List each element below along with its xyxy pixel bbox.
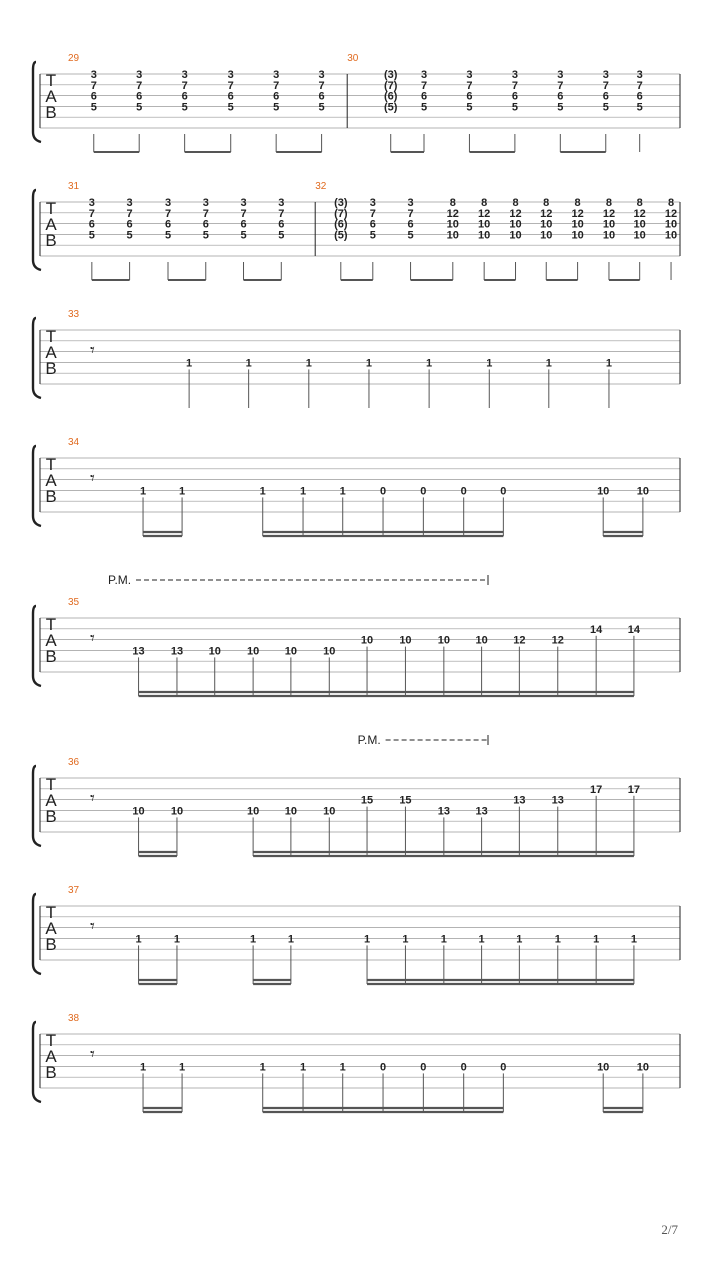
fret-number: 6 — [407, 218, 414, 231]
fret-number: 0 — [460, 1061, 467, 1074]
fret-number: 1 — [186, 357, 193, 370]
fret-number: 3 — [278, 197, 285, 209]
fret-number: 1 — [299, 485, 307, 498]
fret-number: 1 — [339, 485, 346, 498]
measure-number: 33 — [68, 309, 80, 320]
tab-system — [33, 885, 680, 984]
fret-number: 8 — [636, 197, 643, 209]
fret-number: 3 — [88, 197, 95, 209]
fret-number: 7 — [181, 79, 188, 92]
fret-number: 12 — [509, 207, 522, 220]
measure-number: 34 — [68, 437, 80, 448]
fret-number: 1 — [299, 1061, 307, 1074]
fret-number: 5 — [164, 229, 172, 242]
fret-number: 6 — [511, 90, 518, 103]
fret-number: 5 — [126, 229, 133, 242]
fret-number: 10 — [636, 485, 650, 498]
fret-number: 3 — [240, 197, 247, 209]
fret-number: 14 — [627, 623, 641, 636]
fret-number: 10 — [636, 1061, 650, 1074]
fret-number: 7 — [511, 79, 518, 92]
fret-number: 6 — [126, 218, 133, 231]
fret-number: 7 — [202, 207, 209, 220]
fret-number: 12 — [513, 634, 526, 647]
fret-number: 5 — [88, 229, 95, 242]
fret-number: 0 — [500, 485, 507, 498]
fret-number: 6 — [240, 218, 247, 231]
fret-number: 10 — [540, 218, 553, 231]
tab-clef-letter: A — [45, 215, 57, 234]
fret-number: 3 — [369, 197, 376, 209]
fret-number: 7 — [88, 207, 95, 220]
fret-number: 7 — [136, 79, 143, 92]
palm-mute-label: P.M. — [357, 733, 381, 747]
fret-number: 1 — [139, 1061, 147, 1074]
fret-number: 7 — [602, 79, 609, 92]
fret-number: 10 — [475, 634, 488, 647]
fret-number: 6 — [369, 218, 376, 231]
fret-number: 8 — [543, 197, 550, 209]
fret-number: 3 — [318, 69, 325, 81]
fret-number: 6 — [227, 90, 234, 103]
fret-number: 7 — [369, 207, 376, 220]
fret-number: 10 — [399, 634, 412, 647]
fret-number: 1 — [554, 933, 561, 946]
fret-number: 7 — [126, 207, 133, 220]
fret-number: 1 — [426, 357, 433, 370]
measure-number: 31 — [68, 181, 80, 192]
fret-number: 1 — [363, 933, 371, 946]
tab-clef-letter: B — [45, 1063, 57, 1082]
fret-number: 3 — [227, 69, 234, 81]
fret-number: 1 — [365, 357, 373, 370]
fret-number: 7 — [227, 79, 234, 92]
rest-symbol: 𝄾 — [90, 628, 95, 648]
fret-number: 6 — [318, 90, 325, 103]
fret-number: 6 — [466, 90, 473, 103]
fret-number: 10 — [170, 805, 184, 818]
fret-number: 10 — [509, 229, 522, 242]
fret-number: 10 — [633, 229, 646, 242]
fret-number: 12 — [540, 207, 553, 220]
tab-clef-letter: B — [45, 807, 57, 826]
fret-number: 10 — [597, 485, 610, 498]
fret-number: 1 — [250, 933, 257, 946]
fret-number: 3 — [466, 69, 473, 81]
fret-number: (6) — [334, 218, 348, 231]
fret-number: (5) — [334, 229, 348, 242]
fret-number: 1 — [173, 933, 181, 946]
rest-symbol: 𝄾 — [90, 1044, 95, 1064]
fret-number: 13 — [513, 794, 526, 807]
fret-number: 1 — [339, 1061, 346, 1074]
measure-number: 37 — [68, 885, 80, 896]
fret-number: 1 — [630, 933, 637, 946]
fret-number: 1 — [486, 357, 493, 370]
fret-number: 12 — [633, 207, 646, 220]
fret-number: 6 — [90, 90, 97, 103]
tab-system — [33, 733, 680, 856]
tab-clef-letter: T — [45, 199, 57, 218]
fret-number: 10 — [323, 645, 336, 658]
fret-number: 5 — [90, 101, 97, 114]
fret-number: 1 — [245, 357, 252, 370]
fret-number: 1 — [259, 485, 266, 498]
fret-number: 10 — [478, 229, 491, 242]
rest-symbol: 𝄾 — [90, 468, 95, 488]
fret-number: 0 — [379, 1061, 387, 1074]
tab-clef-letter: A — [45, 919, 57, 938]
fret-number: 1 — [440, 933, 447, 946]
measure-number: 32 — [315, 181, 327, 192]
fret-number: 5 — [273, 101, 280, 114]
fret-number: 6 — [202, 218, 209, 231]
measure-number: 35 — [68, 597, 80, 608]
tab-clef-letter: A — [45, 1047, 57, 1066]
fret-number: (5) — [383, 101, 398, 114]
fret-number: 3 — [407, 197, 414, 209]
palm-mute-label: P.M. — [108, 573, 132, 587]
fret-number: 7 — [164, 207, 172, 220]
fret-number: 10 — [478, 218, 491, 231]
fret-number: 6 — [420, 90, 428, 103]
fret-number: 13 — [132, 645, 145, 658]
fret-number: (6) — [383, 90, 398, 103]
fret-number: 1 — [593, 933, 600, 946]
fret-number: 5 — [557, 101, 564, 114]
fret-number: 10 — [132, 805, 145, 818]
fret-number: 1 — [179, 485, 186, 498]
fret-number: 5 — [278, 229, 285, 242]
tab-clef-letter: B — [45, 935, 57, 954]
fret-number: 0 — [500, 1061, 507, 1074]
fret-number: 5 — [181, 101, 188, 114]
fret-number: 1 — [179, 1061, 186, 1074]
fret-number: 1 — [139, 485, 147, 498]
fret-number: 5 — [511, 101, 518, 114]
fret-number: 12 — [602, 207, 616, 220]
fret-number: 10 — [446, 218, 459, 231]
fret-number: (7) — [383, 79, 398, 92]
tab-system — [33, 181, 680, 280]
fret-number: (3) — [334, 197, 348, 209]
fret-number: 5 — [420, 101, 428, 114]
fret-number: 10 — [246, 645, 260, 658]
fret-number: 7 — [318, 79, 325, 92]
fret-number: 3 — [273, 69, 280, 81]
fret-number: 3 — [557, 69, 564, 81]
fret-number: 7 — [90, 79, 97, 92]
fret-number: 7 — [636, 79, 643, 92]
fret-number: 10 — [571, 218, 584, 231]
tab-clef-letter: T — [45, 71, 57, 90]
fret-number: 5 — [407, 229, 414, 242]
fret-number: 13 — [170, 645, 184, 658]
fret-number: 10 — [540, 229, 553, 242]
tab-clef-letter: A — [45, 471, 57, 490]
fret-number: 6 — [636, 90, 643, 103]
fret-number: 10 — [664, 229, 678, 242]
fret-number: 3 — [126, 197, 133, 209]
fret-number: 3 — [602, 69, 609, 81]
fret-number: 0 — [420, 1061, 427, 1074]
measure-number: 36 — [68, 757, 80, 768]
fret-number: (3) — [383, 69, 398, 81]
fret-number: 14 — [590, 623, 603, 636]
fret-number: 7 — [273, 79, 280, 92]
tab-clef-letter: A — [45, 631, 57, 650]
tab-system — [33, 53, 680, 152]
fret-number: 0 — [379, 485, 387, 498]
measure-number: 30 — [347, 53, 359, 64]
fret-number: 12 — [551, 634, 564, 647]
fret-number: 10 — [323, 805, 336, 818]
fret-number: 6 — [88, 218, 95, 231]
fret-number: 13 — [551, 794, 564, 807]
fret-number: 5 — [227, 101, 234, 114]
fret-number: 5 — [636, 101, 643, 114]
page-number: 2/7 — [661, 1222, 678, 1237]
fret-number: 1 — [287, 933, 294, 946]
tab-system — [33, 437, 680, 536]
fret-number: 5 — [136, 101, 143, 114]
fret-number: 7 — [557, 79, 564, 92]
tab-clef-letter: T — [45, 903, 57, 922]
tab-system — [33, 573, 680, 696]
fret-number: 8 — [449, 197, 456, 209]
tab-clef-letter: B — [45, 487, 57, 506]
fret-number: 10 — [597, 1061, 610, 1074]
tab-clef-letter: B — [45, 647, 57, 666]
fret-number: 1 — [605, 357, 613, 370]
fret-number: 3 — [164, 197, 172, 209]
fret-number: 3 — [181, 69, 188, 81]
fret-number: 3 — [90, 69, 97, 81]
fret-number: 12 — [571, 207, 584, 220]
rest-symbol: 𝄾 — [90, 340, 95, 360]
fret-number: 7 — [407, 207, 414, 220]
fret-number: 10 — [602, 218, 616, 231]
fret-number: 6 — [164, 218, 172, 231]
fret-number: 8 — [667, 197, 675, 209]
fret-number: 1 — [478, 933, 485, 946]
fret-number: 1 — [402, 933, 409, 946]
tab-clef-letter: B — [45, 103, 57, 122]
fret-number: 12 — [446, 207, 459, 220]
fret-number: 7 — [240, 207, 247, 220]
fret-number: 10 — [246, 805, 260, 818]
fret-number: 5 — [318, 101, 325, 114]
fret-number: 3 — [202, 197, 209, 209]
fret-number: 5 — [240, 229, 247, 242]
measure-number: 38 — [68, 1013, 80, 1024]
fret-number: 12 — [478, 207, 491, 220]
fret-number: 7 — [466, 79, 473, 92]
fret-number: 1 — [545, 357, 552, 370]
tab-clef-letter: T — [45, 455, 57, 474]
fret-number: 0 — [460, 485, 467, 498]
fret-number: 10 — [571, 229, 584, 242]
fret-number: 10 — [664, 218, 678, 231]
fret-number: 5 — [466, 101, 473, 114]
tab-clef-letter: A — [45, 791, 57, 810]
fret-number: 8 — [605, 197, 613, 209]
tab-system — [33, 1013, 680, 1112]
fret-number: 3 — [420, 69, 428, 81]
fret-number: 15 — [399, 794, 412, 807]
fret-number: 5 — [202, 229, 209, 242]
fret-number: 10 — [208, 645, 221, 658]
fret-number: 15 — [360, 794, 374, 807]
fret-number: 10 — [284, 805, 298, 818]
tab-clef-letter: A — [45, 343, 57, 362]
tab-clef-letter: B — [45, 231, 57, 250]
tab-system — [33, 309, 680, 408]
fret-number: 6 — [136, 90, 143, 103]
rest-symbol: 𝄾 — [90, 916, 95, 936]
tab-clef-letter: T — [45, 1031, 57, 1050]
fret-number: 1 — [259, 1061, 266, 1074]
fret-number: 10 — [633, 218, 646, 231]
fret-number: 3 — [136, 69, 143, 81]
fret-number: 6 — [602, 90, 609, 103]
tab-clef-letter: T — [45, 327, 57, 346]
tab-clef-letter: B — [45, 359, 57, 378]
fret-number: 8 — [512, 197, 519, 209]
fret-number: 10 — [602, 229, 616, 242]
fret-number: 10 — [446, 229, 459, 242]
fret-number: 6 — [273, 90, 280, 103]
fret-number: 10 — [284, 645, 298, 658]
fret-number: 7 — [420, 79, 428, 92]
fret-number: 13 — [437, 805, 450, 818]
tab-clef-letter: T — [45, 615, 57, 634]
fret-number: 5 — [369, 229, 376, 242]
tab-clef-letter: T — [45, 775, 57, 794]
fret-number: 3 — [511, 69, 518, 81]
measure-number: 29 — [68, 53, 80, 64]
fret-number: (7) — [334, 207, 348, 220]
fret-number: 17 — [590, 783, 603, 796]
fret-number: 0 — [420, 485, 427, 498]
fret-number: 8 — [574, 197, 581, 209]
fret-number: 6 — [278, 218, 285, 231]
fret-number: 12 — [664, 207, 678, 220]
fret-number: 10 — [360, 634, 374, 647]
fret-number: 1 — [516, 933, 523, 946]
tab-clef-letter: A — [45, 87, 57, 106]
fret-number: 6 — [181, 90, 188, 103]
fret-number: 1 — [305, 357, 312, 370]
fret-number: 10 — [437, 634, 450, 647]
fret-number: 8 — [481, 197, 488, 209]
fret-number: 6 — [557, 90, 564, 103]
fret-number: 13 — [475, 805, 488, 818]
fret-number: 3 — [636, 69, 643, 81]
fret-number: 7 — [278, 207, 285, 220]
fret-number: 17 — [627, 783, 641, 796]
rest-symbol: 𝄾 — [90, 788, 95, 808]
fret-number: 1 — [135, 933, 142, 946]
fret-number: 10 — [509, 218, 522, 231]
fret-number: 5 — [602, 101, 609, 114]
